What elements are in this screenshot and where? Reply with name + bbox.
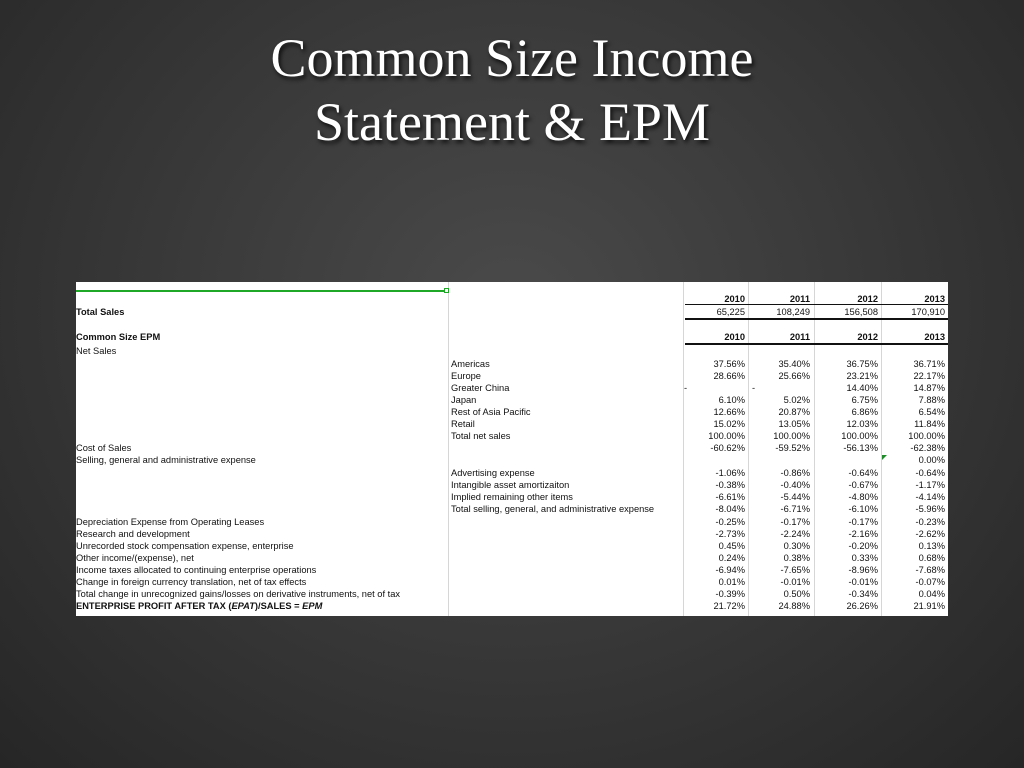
table-row (76, 430, 948, 442)
value-2012: -56.13% (843, 443, 878, 453)
value-2012: 0.33% (851, 553, 878, 563)
value-2013: -0.07% (915, 577, 945, 587)
table-row (76, 406, 948, 418)
table-row (76, 454, 948, 466)
value-2013: -62.38% (910, 443, 945, 453)
empty-cell-dash: - (684, 383, 688, 393)
row-label: Research and development (76, 529, 190, 539)
common-size-label: Common Size EPM (76, 332, 161, 342)
value-2010: 15.02% (713, 419, 745, 429)
value-2013: 11.84% (914, 419, 945, 429)
row-label: Depreciation Expense from Operating Leases (76, 517, 265, 527)
value-2011: -2.24% (780, 529, 810, 539)
total-sales-label: Total Sales (76, 307, 125, 317)
value-2013: 0.04% (918, 589, 945, 599)
value-2012: 12.03% (846, 419, 878, 429)
value-2010: 0.24% (718, 553, 745, 563)
year-header-2012: 2012 (857, 294, 878, 304)
total-sales-2013: 170,910 (911, 307, 945, 317)
common-size-year-2012: 2012 (857, 332, 878, 342)
value-2013: -5.96% (915, 504, 945, 514)
value-2013: 14.87% (913, 383, 945, 393)
row-label: Americas (451, 359, 490, 369)
value-2011: -0.86% (780, 468, 810, 478)
epm-2010: 21.72% (713, 601, 745, 611)
table-row (76, 588, 948, 600)
value-2012: -0.64% (848, 468, 878, 478)
value-2011: 25.66% (778, 371, 810, 381)
table-row (76, 564, 948, 576)
net-sales-label: Net Sales (76, 346, 117, 356)
total-sales-2010: 65,225 (716, 307, 745, 317)
value-2013: -2.62% (915, 529, 945, 539)
value-2010: -1.06% (715, 468, 745, 478)
epm-label-epat: EPAT (231, 601, 255, 611)
value-2012: -8.96% (848, 565, 878, 575)
row-label: Retail (451, 419, 475, 429)
value-2011: 5.02% (783, 395, 810, 405)
value-2013: -0.23% (915, 517, 945, 527)
value-2011: -0.40% (780, 480, 810, 490)
value-2011: 0.50% (783, 589, 810, 599)
slide-title (0, 26, 1024, 154)
value-2011: 13.05% (778, 419, 810, 429)
row-label: Rest of Asia Pacific (451, 407, 531, 417)
value-2010: 28.66% (713, 371, 745, 381)
value-2013: -0.64% (915, 468, 945, 478)
total-sales-2011: 108,249 (776, 307, 810, 317)
value-2011: -59.52% (775, 443, 810, 453)
value-2013: -1.17% (915, 480, 945, 490)
year-header-2010: 2010 (724, 294, 745, 304)
value-2010: -2.73% (715, 529, 745, 539)
value-2012: -0.17% (848, 517, 878, 527)
row-label: Total change in unrecognized gains/losses on derivative instruments, net of tax (76, 589, 401, 599)
value-2010: 0.45% (718, 541, 745, 551)
common-size-year-2013: 2013 (924, 332, 945, 342)
value-2011: -5.44% (780, 492, 810, 502)
table-row (76, 576, 948, 588)
empty-cell-dash: - (752, 383, 756, 393)
value-2013: 22.17% (913, 371, 945, 381)
value-2011: 0.38% (783, 553, 810, 563)
epm-2012: 26.26% (846, 601, 878, 611)
value-2012: -0.20% (848, 541, 878, 551)
row-label: Income taxes allocated to continuing enterprise operations (76, 565, 317, 575)
value-2010: 0.01% (718, 577, 745, 587)
total-sales-underline (685, 318, 948, 320)
table-row (76, 382, 948, 394)
value-2013: 7.88% (918, 395, 945, 405)
value-2013: 0.68% (918, 553, 945, 563)
value-2013: -4.14% (915, 492, 945, 502)
value-2013: -7.68% (915, 565, 945, 575)
table-row (76, 418, 948, 430)
value-2011: -7.65% (780, 565, 810, 575)
value-2010: -0.39% (715, 589, 745, 599)
value-2010: -8.04% (715, 504, 745, 514)
value-2011: 100.00% (773, 431, 810, 441)
value-2013: 36.71% (913, 359, 945, 369)
value-2012: -0.34% (848, 589, 878, 599)
value-2010: 100.00% (708, 431, 745, 441)
row-label: Japan (451, 395, 477, 405)
table-row (76, 503, 948, 515)
value-2012: -0.67% (848, 480, 878, 490)
row-label: Greater China (451, 383, 510, 393)
row-label: Cost of Sales (76, 443, 132, 453)
row-label: Intangible asset amortizaiton (451, 480, 570, 490)
epm-2013: 21.91% (913, 601, 945, 611)
epm-2011: 24.88% (778, 601, 810, 611)
value-2010: -0.25% (715, 517, 745, 527)
table-row (76, 516, 948, 528)
value-2013: 0.13% (918, 541, 945, 551)
row-label: Implied remaining other items (451, 492, 573, 502)
row-label: Selling, general and administrative expense (76, 455, 256, 465)
year-header-2013: 2013 (924, 294, 945, 304)
row-label: Total net sales (451, 431, 511, 441)
row-label: Europe (451, 371, 481, 381)
table-row (76, 442, 948, 454)
cell-comment-indicator[interactable] (882, 455, 887, 460)
value-2011: -0.17% (780, 517, 810, 527)
table-row (76, 358, 948, 370)
total-sales-2012: 156,508 (844, 307, 878, 317)
table-row (76, 552, 948, 564)
value-2012: 100.00% (841, 431, 878, 441)
value-2012: -4.80% (848, 492, 878, 502)
value-2012: 6.75% (851, 395, 878, 405)
epm-label-part-2: )/SALES = (254, 601, 303, 611)
epm-row (76, 600, 948, 612)
value-2010: 6.10% (718, 395, 745, 405)
value-2011: -6.71% (780, 504, 810, 514)
row-label: Change in foreign currency translation, net of tax effects (76, 577, 307, 587)
value-2012: 14.40% (846, 383, 878, 393)
value-2011: 20.87% (778, 407, 810, 417)
slide-title-line-1: Common Size Income (270, 28, 754, 88)
value-2013: 100.00% (908, 431, 945, 441)
epm-label-epm: EPM (302, 601, 323, 611)
value-2012: -0.01% (848, 577, 878, 587)
table-row (76, 491, 948, 503)
spreadsheet (76, 282, 948, 616)
row-label: Total selling, general, and administrative expense (451, 504, 655, 514)
epm-label (76, 600, 446, 612)
epm-label-part-1: ENTERPRISE PROFIT AFTER TAX ( (76, 601, 232, 611)
year-header-2011: 2011 (789, 294, 810, 304)
row-label: Unrecorded stock compensation expense, enterprise (76, 541, 294, 551)
value-2013: 0.00% (918, 455, 945, 465)
value-2010: -6.61% (715, 492, 745, 502)
table-row (76, 540, 948, 552)
value-2010: -6.94% (715, 565, 745, 575)
table-row (76, 394, 948, 406)
table-row (76, 467, 948, 479)
value-2010: -0.38% (715, 480, 745, 490)
net-sales-row (76, 345, 948, 357)
value-2012: 36.75% (846, 359, 878, 369)
value-2012: 6.86% (851, 407, 878, 417)
table-row (76, 370, 948, 382)
value-2012: -6.10% (848, 504, 878, 514)
value-2011: 0.30% (783, 541, 810, 551)
row-label: Advertising expense (451, 468, 535, 478)
value-2012: -2.16% (848, 529, 878, 539)
value-2010: -60.62% (710, 443, 745, 453)
value-2010: 12.66% (713, 407, 745, 417)
row-label: Other income/(expense), net (76, 553, 194, 563)
common-size-year-2010: 2010 (724, 332, 745, 342)
value-2010: 37.56% (713, 359, 745, 369)
common-size-year-2011: 2011 (789, 332, 810, 342)
common-size-header-row (76, 331, 948, 343)
total-sales-row (76, 306, 948, 318)
table-row (76, 528, 948, 540)
slide-title-line-2: Statement & EPM (314, 92, 710, 152)
table-row (76, 479, 948, 491)
value-2013: 6.54% (918, 407, 945, 417)
value-2012: 23.21% (846, 371, 878, 381)
value-2011: -0.01% (780, 577, 810, 587)
header-underline (685, 304, 948, 305)
cell-selection-outline[interactable] (76, 290, 447, 292)
value-2011: 35.40% (778, 359, 810, 369)
